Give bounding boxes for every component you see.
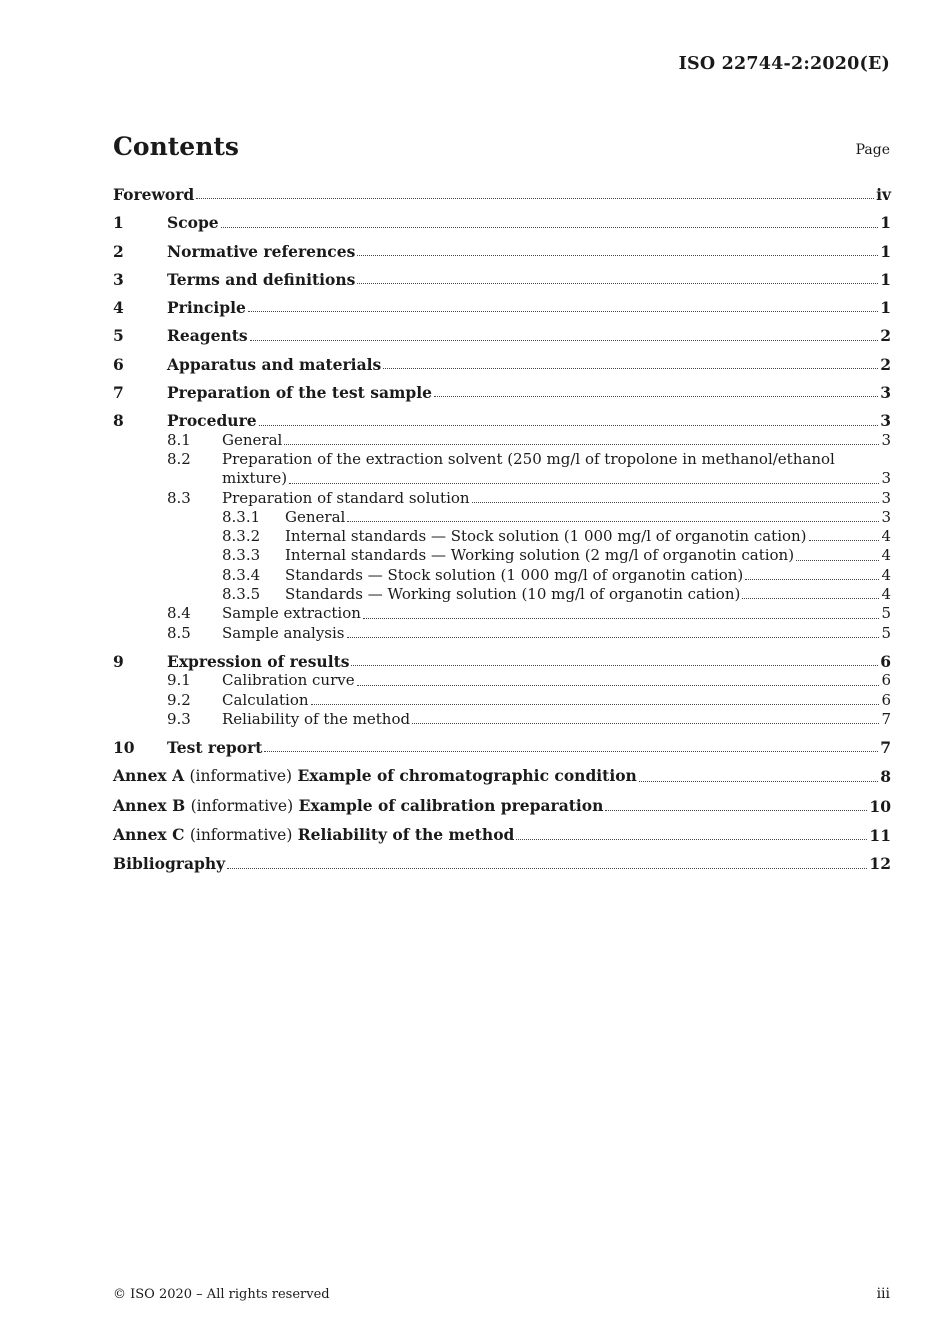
toc-entry-title: Terms and definitions bbox=[167, 269, 356, 289]
toc-entry-8-5-sample-analysis[interactable] bbox=[113, 624, 891, 643]
dot-leader bbox=[357, 255, 878, 256]
annex-title: Example of chromatographic condition bbox=[297, 766, 637, 786]
toc-entry-apparatus-and-materials[interactable] bbox=[113, 355, 891, 374]
toc-entry-page: 10 bbox=[869, 796, 891, 816]
annex-title: Reliability of the method bbox=[297, 825, 515, 845]
toc-entry-number: 7 bbox=[113, 383, 124, 403]
toc-entry-title: Preparation of the test sample bbox=[167, 383, 432, 403]
table-of-contents bbox=[113, 185, 891, 874]
annex-label: Annex A bbox=[113, 766, 185, 786]
toc-entry-page: 8 bbox=[880, 767, 891, 787]
toc-entry-page: 1 bbox=[880, 213, 891, 233]
toc-entry-title: Preparation of standard solution bbox=[222, 488, 470, 507]
toc-entry-number: 9.3 bbox=[167, 709, 191, 728]
dot-leader bbox=[796, 560, 879, 561]
toc-entry-8-3-4-standards-stock[interactable] bbox=[113, 566, 891, 585]
dot-leader bbox=[363, 618, 880, 619]
toc-entry-title bbox=[113, 825, 514, 845]
document-id: ISO 22744-2:2020(E) bbox=[678, 54, 890, 74]
dot-leader bbox=[289, 483, 879, 484]
toc-entry-title: Calibration curve bbox=[222, 671, 355, 690]
toc-entry-page: 2 bbox=[880, 354, 891, 374]
dot-leader bbox=[472, 502, 880, 503]
annex-label: Annex C bbox=[113, 825, 185, 845]
dot-leader bbox=[357, 685, 880, 686]
toc-entry-reagents[interactable] bbox=[113, 326, 891, 345]
toc-entry-title: Normative references bbox=[167, 241, 356, 261]
toc-entry-title: Standards — Working solution (10 mg/l of organotin cation) bbox=[285, 585, 741, 604]
toc-entry-title: Scope bbox=[167, 213, 219, 233]
toc-entry-number: 1 bbox=[113, 213, 124, 233]
toc-entry-number: 4 bbox=[113, 298, 124, 318]
annex-title: Example of calibration preparation bbox=[298, 795, 604, 815]
toc-entry-title: Sample extraction bbox=[222, 604, 361, 623]
toc-entry-title: Reagents bbox=[167, 326, 248, 346]
toc-entry-8-3-2-internal-stock[interactable] bbox=[113, 527, 891, 546]
toc-entry-title bbox=[113, 796, 603, 816]
dot-leader bbox=[347, 637, 880, 638]
copyright-notice: © ISO 2020 – All rights reserved bbox=[113, 1287, 330, 1302]
toc-entry-number: 2 bbox=[113, 241, 124, 261]
page-number: iii bbox=[876, 1286, 890, 1302]
toc-entry-page: 7 bbox=[880, 738, 891, 758]
toc-entry-number: 9.1 bbox=[167, 671, 191, 690]
annex-note: (informative) bbox=[190, 796, 294, 815]
toc-entry-page: 5 bbox=[881, 623, 891, 642]
toc-entry-page: 6 bbox=[880, 651, 891, 671]
dot-leader bbox=[383, 368, 878, 369]
toc-entry-scope[interactable] bbox=[113, 213, 891, 232]
dot-leader bbox=[259, 425, 879, 426]
page-column-label: Page bbox=[855, 142, 890, 158]
toc-entry-title: Calculation bbox=[222, 690, 309, 709]
toc-entry-8-3-1-general[interactable] bbox=[113, 508, 891, 527]
toc-entry-foreword[interactable] bbox=[113, 185, 891, 204]
dot-leader bbox=[227, 868, 867, 869]
toc-entry-9-2-calculation[interactable] bbox=[113, 691, 891, 710]
toc-entry-number: 3 bbox=[113, 269, 124, 289]
toc-entry-page: iv bbox=[876, 185, 891, 204]
toc-entry-title: General bbox=[285, 507, 346, 526]
dot-leader bbox=[196, 198, 874, 199]
toc-entry-expression-of-results[interactable] bbox=[113, 652, 891, 671]
toc-entry-number: 8.3 bbox=[167, 488, 191, 507]
dot-leader bbox=[347, 521, 879, 522]
toc-entry-number: 8.5 bbox=[167, 623, 191, 642]
toc-entry-page: 12 bbox=[869, 854, 891, 874]
dot-leader bbox=[351, 665, 878, 666]
toc-entry-bibliography[interactable] bbox=[113, 854, 891, 873]
toc-entry-page: 4 bbox=[881, 527, 891, 546]
toc-entry-page: 3 bbox=[881, 488, 891, 507]
toc-entry-page: 3 bbox=[881, 507, 891, 526]
toc-entry-number: 8.3.3 bbox=[222, 546, 261, 565]
toc-entry-8-4-sample-extraction[interactable] bbox=[113, 604, 891, 623]
toc-entry-number: 8.2 bbox=[167, 449, 191, 468]
toc-entry-page: 3 bbox=[880, 411, 891, 431]
toc-entry-page: 7 bbox=[881, 709, 891, 728]
annex-note: (informative) bbox=[189, 826, 293, 845]
toc-entry-page: 3 bbox=[881, 430, 891, 449]
toc-entry-page: 4 bbox=[881, 546, 891, 565]
toc-entry-page: 3 bbox=[881, 469, 891, 488]
toc-entry-number: 8.3.2 bbox=[222, 527, 261, 546]
toc-entry-title-continued: mixture) bbox=[222, 469, 288, 488]
dot-leader bbox=[412, 723, 879, 724]
toc-entry-number: 8.3.5 bbox=[222, 585, 261, 604]
dot-leader bbox=[357, 283, 878, 284]
toc-entry-annex-a[interactable] bbox=[113, 766, 891, 786]
toc-entry-number: 9 bbox=[113, 651, 124, 671]
toc-entry-title: Internal standards — Stock solution (1 000 mg/l of organotin cation) bbox=[285, 527, 807, 546]
toc-entry-number: 6 bbox=[113, 354, 124, 374]
toc-entry-principle[interactable] bbox=[113, 298, 891, 317]
toc-entry-title: Expression of results bbox=[167, 651, 350, 671]
toc-entry-9-1-calibration-curve[interactable] bbox=[113, 671, 891, 690]
toc-entry-terms-and-definitions[interactable] bbox=[113, 270, 891, 289]
toc-entry-title: Bibliography bbox=[113, 854, 226, 874]
dot-leader bbox=[605, 810, 867, 811]
toc-entry-page: 1 bbox=[880, 269, 891, 289]
toc-entry-title: Principle bbox=[167, 298, 246, 318]
toc-entry-title: Internal standards — Working solution (2 mg/l of organotin cation) bbox=[285, 546, 795, 565]
toc-entry-title: Preparation of the extraction solvent (250 mg/l of tropolone in methanol/ethanol bbox=[222, 449, 835, 468]
toc-entry-number: 8.3.4 bbox=[222, 565, 261, 584]
toc-entry-9-3-reliability[interactable] bbox=[113, 710, 891, 729]
toc-entry-normative-references[interactable] bbox=[113, 242, 891, 261]
dot-leader bbox=[250, 340, 879, 341]
toc-entry-page: 4 bbox=[881, 565, 891, 584]
annex-label: Annex B bbox=[113, 795, 186, 815]
dot-leader bbox=[434, 396, 878, 397]
toc-entry-title: Sample analysis bbox=[222, 623, 345, 642]
toc-entry-8-2-extraction-solvent[interactable] bbox=[113, 450, 891, 489]
dot-leader bbox=[221, 227, 879, 228]
contents-heading: Contents bbox=[113, 132, 240, 161]
dot-leader bbox=[311, 704, 880, 705]
toc-entry-8-3-standard-solution[interactable] bbox=[113, 489, 891, 508]
dot-leader bbox=[639, 781, 878, 782]
toc-entry-number: 8.1 bbox=[167, 430, 191, 449]
toc-entry-title: Apparatus and materials bbox=[167, 354, 382, 374]
toc-entry-title: General bbox=[222, 430, 283, 449]
toc-entry-title bbox=[113, 766, 637, 786]
toc-entry-title: Standards — Stock solution (1 000 mg/l of organotin cation) bbox=[285, 565, 744, 584]
toc-entry-8-3-5-standards-working[interactable] bbox=[113, 585, 891, 604]
toc-entry-page: 1 bbox=[880, 298, 891, 318]
dot-leader bbox=[284, 444, 879, 445]
toc-entry-test-report[interactable] bbox=[113, 738, 891, 757]
dot-leader bbox=[745, 579, 879, 580]
toc-entry-page: 2 bbox=[880, 326, 891, 346]
toc-entry-number: 9.2 bbox=[167, 690, 191, 709]
toc-entry-page: 1 bbox=[880, 241, 891, 261]
toc-entry-annex-c[interactable] bbox=[113, 825, 891, 845]
annex-note: (informative) bbox=[189, 767, 293, 786]
toc-entry-page: 6 bbox=[881, 690, 891, 709]
toc-entry-page: 6 bbox=[881, 671, 891, 690]
toc-entry-title: Reliability of the method bbox=[222, 709, 411, 728]
toc-entry-page: 11 bbox=[869, 826, 891, 846]
toc-entry-title: Procedure bbox=[167, 411, 257, 431]
dot-leader bbox=[264, 751, 878, 752]
toc-entry-page: 3 bbox=[880, 383, 891, 403]
toc-entry-number: 8.4 bbox=[167, 604, 191, 623]
toc-entry-number: 10 bbox=[113, 738, 135, 758]
toc-entry-preparation-of-test-sample[interactable] bbox=[113, 383, 891, 402]
toc-entry-annex-b[interactable] bbox=[113, 796, 891, 816]
dot-leader bbox=[742, 598, 879, 599]
toc-entry-procedure[interactable] bbox=[113, 411, 891, 430]
toc-entry-title: Foreword bbox=[113, 185, 195, 204]
dot-leader bbox=[516, 839, 867, 840]
toc-entry-number: 8.3.1 bbox=[222, 507, 261, 526]
dot-leader bbox=[248, 311, 878, 312]
toc-entry-page: 5 bbox=[881, 604, 891, 623]
toc-entry-title: Test report bbox=[167, 738, 263, 758]
toc-entry-8-3-3-internal-working[interactable] bbox=[113, 546, 891, 565]
toc-entry-number: 5 bbox=[113, 326, 124, 346]
toc-entry-number: 8 bbox=[113, 411, 124, 431]
dot-leader bbox=[809, 540, 880, 541]
toc-entry-page: 4 bbox=[881, 585, 891, 604]
toc-entry-8-1-general[interactable] bbox=[113, 431, 891, 450]
